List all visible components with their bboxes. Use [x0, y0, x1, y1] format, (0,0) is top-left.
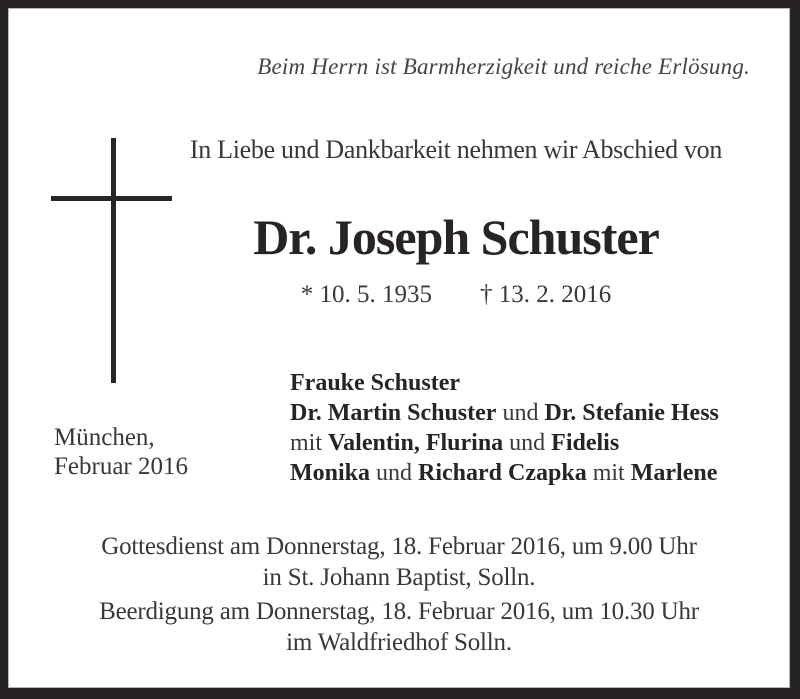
- mourners-list: [290, 368, 719, 488]
- mourners-row: [290, 398, 719, 428]
- mourner-name: Frauke Schuster: [290, 370, 460, 396]
- mourner-name: Valentin, Flurina: [328, 430, 504, 456]
- cross-icon-horizontal-bar: [51, 196, 172, 201]
- service-line: Beerdigung am Donnerstag, 18. Februar 2016, um 10.30 Uhr: [99, 598, 699, 625]
- place-and-date: [54, 423, 188, 481]
- service-item: [8, 596, 790, 658]
- conjunction: mit: [592, 460, 625, 486]
- mourner-name: Dr. Martin Schuster: [290, 400, 497, 426]
- mourners-row: [290, 458, 719, 488]
- mourner-name: Marlene: [630, 460, 718, 486]
- conjunction: mit: [290, 430, 323, 456]
- cross-icon-vertical-bar: [111, 138, 116, 383]
- life-dates: [122, 281, 790, 309]
- scripture-quote: Beim Herrn ist Barmherzigkeit und reiche Erlösung.: [257, 54, 750, 79]
- service-announcements: [8, 531, 790, 661]
- mourners-row: [290, 368, 719, 398]
- conjunction: und: [376, 460, 413, 486]
- service-line: Gottesdienst am Donnerstag, 18. Februar 2016, um 9.00 Uhr: [101, 533, 697, 560]
- conjunction: und: [509, 430, 546, 456]
- place-city: München,: [54, 424, 155, 451]
- deceased-name: Dr. Joseph Schuster: [253, 209, 659, 265]
- mourner-name: Monika: [290, 460, 371, 486]
- mourner-name: Dr. Stefanie Hess: [544, 400, 719, 426]
- place-month-year: Februar 2016: [54, 453, 188, 480]
- conjunction: und: [502, 400, 539, 426]
- service-line: im Waldfriedhof Solln.: [286, 629, 512, 656]
- birth-date: * 10. 5. 1935: [300, 281, 432, 308]
- death-date: † 13. 2. 2016: [480, 281, 612, 308]
- service-item: [8, 531, 790, 593]
- intro-line: In Liebe und Dankbarkeit nehmen wir Abschied von: [189, 135, 723, 164]
- mourner-name: Richard Czapka: [418, 460, 587, 486]
- service-line: in St. Johann Baptist, Solln.: [262, 564, 536, 591]
- mourners-row: [290, 428, 719, 458]
- mourner-name: Fidelis: [551, 430, 620, 456]
